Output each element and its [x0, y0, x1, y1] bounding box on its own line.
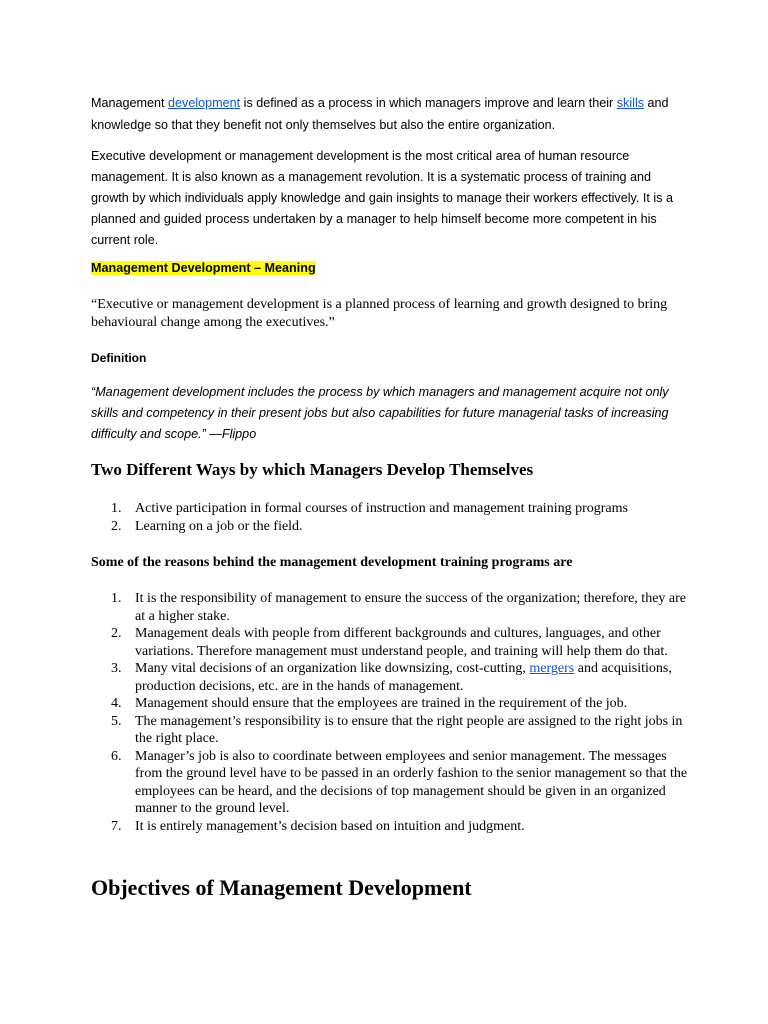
list-item-text: Active participation in formal courses of instruction and management training programs: [135, 501, 628, 516]
list-item-text: Management deals with people from different backgrounds and cultures, languages, and other variations. Therefore management must understand people, and training will help them do that.: [135, 626, 668, 659]
meaning-quote: “Executive or management development is a planned process of learning and growth designed to bring behavioural change among the executives.”: [91, 297, 668, 330]
objectives-heading: Objectives of Management Development: [91, 875, 472, 900]
reasons-heading: Some of the reasons behind the management development training programs are: [91, 555, 573, 570]
definition-label: Definition: [91, 351, 147, 365]
list-item: [91, 748, 691, 818]
list-number: 3.: [111, 661, 122, 676]
meaning-heading: [91, 258, 316, 278]
list-item-text: It is the responsibility of management to ensure the success of the organization; therefore, they are at a higher stake.: [135, 591, 687, 624]
list-number: 1.: [111, 501, 122, 516]
list-item-text-pre: Many vital decisions of an organization like downsizing, cost-cutting,: [135, 661, 530, 676]
list-item: [91, 660, 691, 695]
meaning-heading-text: Management Development – Meaning: [91, 261, 316, 275]
list-item-text: Learning on a job or the field.: [135, 518, 303, 534]
development-link[interactable]: development: [168, 96, 241, 110]
list-item: [91, 818, 691, 836]
list-item-text: It is entirely management’s decision based on intuition and judgment.: [135, 818, 525, 834]
list-number: 4.: [111, 696, 122, 711]
list-number: 1.: [111, 591, 122, 606]
reasons-list: [91, 590, 691, 835]
ways-list: [91, 500, 691, 535]
list-number: 6.: [111, 748, 122, 764]
list-item: [91, 713, 691, 748]
intro-paragraph: [91, 92, 681, 136]
list-item-text: Manager’s job is also to coordinate between employees and senior management. The messages from the ground level have to be passed in an orderly fashion to the senior management so that the employees can be heard, and the decisions of top management should be given in an organized manner to the ground level.: [135, 748, 688, 816]
mergers-link[interactable]: mergers: [529, 661, 575, 676]
definition-text: “Management development includes the process by which managers and management acquire not only skills and competency in their present jobs but also capabilities for future managerial tasks of increasing difficulty and scope.” —Flippo: [91, 385, 669, 441]
intro-text-3: and knowledge so that they benefit not only themselves but also the entire organization.: [91, 96, 669, 132]
ways-heading: Two Different Ways by which Managers Develop Themselves: [91, 460, 534, 479]
list-item-text: Management should ensure that the employees are trained in the requirement of the job.: [135, 696, 628, 711]
list-number: 2.: [111, 626, 122, 641]
intro-text-1: Management: [91, 96, 169, 110]
list-item: [91, 590, 691, 625]
list-item: [91, 518, 691, 536]
intro-text-2: is defined as a process in which managers improve and learn their: [240, 96, 617, 110]
executive-paragraph: Executive development or management development is the most critical area of human resource management. It is also known as a management revolution. It is a systematic process of training and growth by which individuals apply knowledge and gain insights to manage their workers effectively. It is a planned and guided process undertaken by a manager to help himself become more competent in his current role.: [91, 149, 673, 247]
list-number: 7.: [111, 818, 122, 834]
list-number: 5.: [111, 713, 122, 729]
skills-link[interactable]: skills: [616, 96, 645, 110]
list-item-text: The management’s responsibility is to ensure that the right people are assigned to the right jobs in the right place.: [135, 713, 683, 746]
list-item: [91, 625, 691, 660]
list-item-text-post: and acquisitions, production decisions, etc. are in the hands of management.: [135, 661, 672, 694]
list-item: [91, 500, 691, 518]
list-item: [91, 695, 691, 713]
list-number: 2.: [111, 518, 122, 534]
